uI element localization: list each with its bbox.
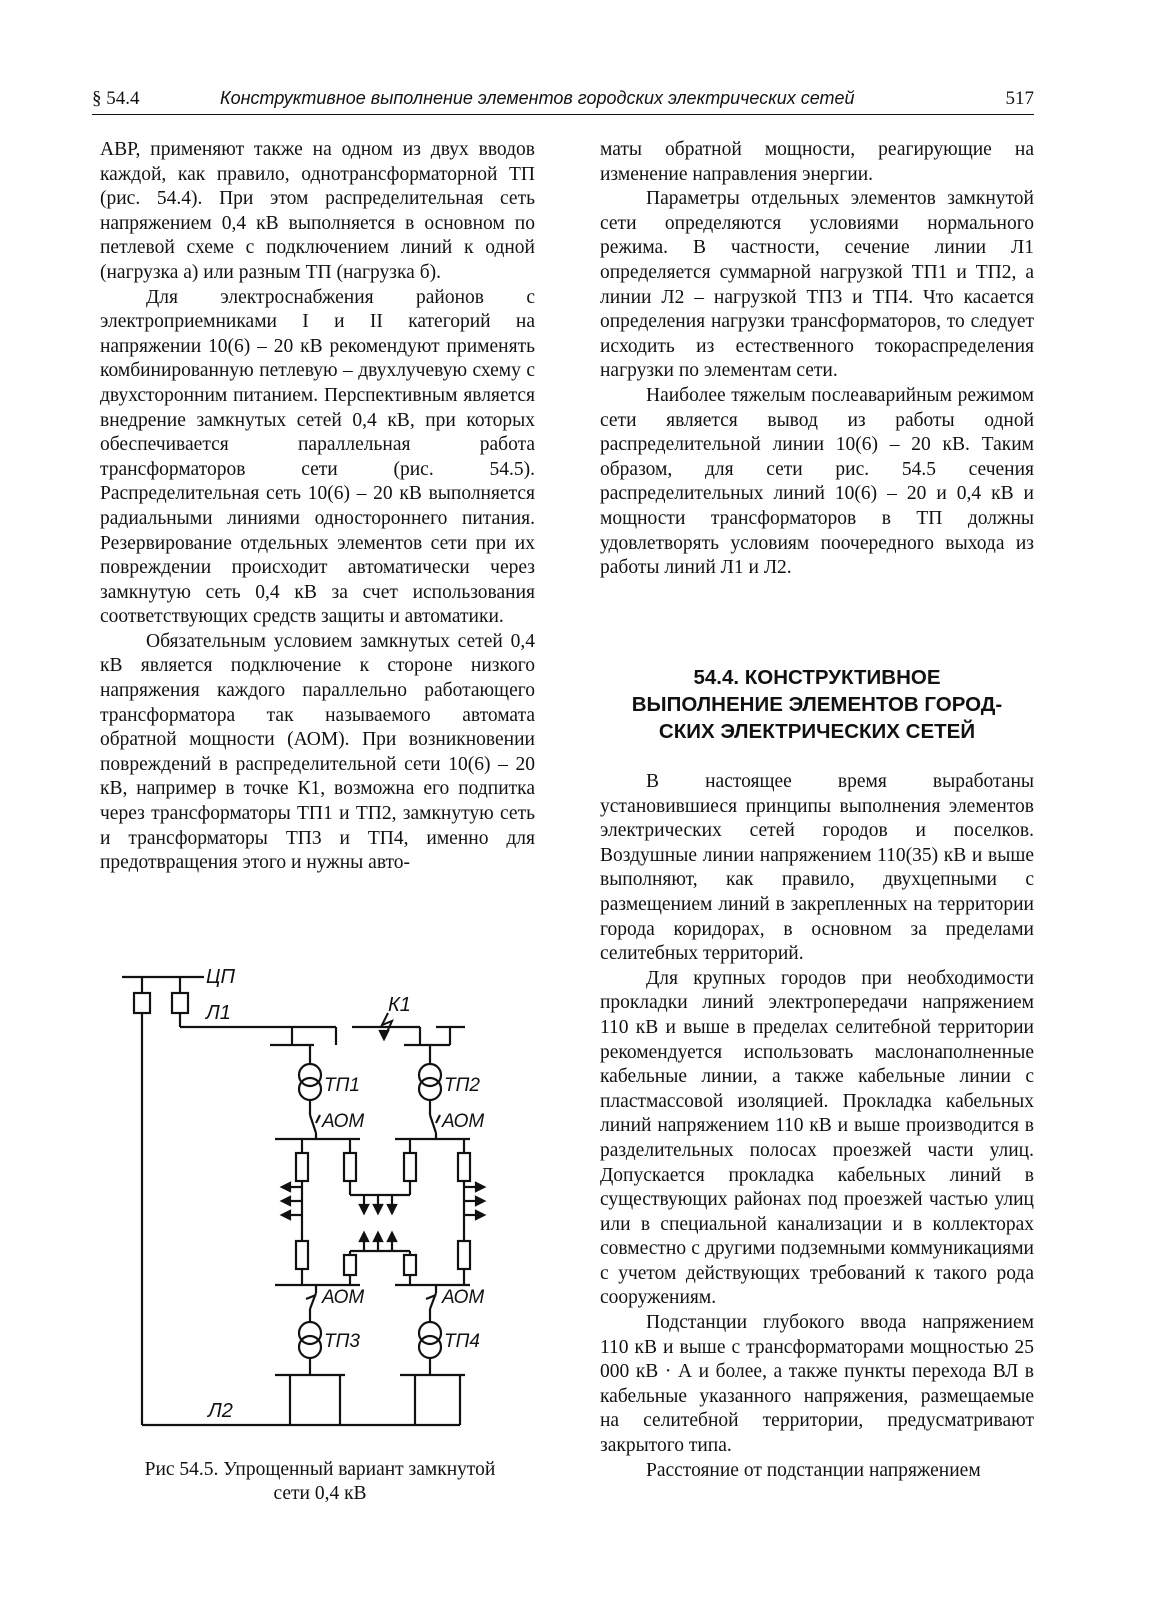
section-heading (596, 664, 1038, 745)
paragraph: Расстояние от подстанции напряжением (646, 1459, 981, 1481)
paragraph: Наиболее тяжелым послеаварийным режимом сети является вывод из работы одной распределительной линии 10(6) – 20 кВ. Таким образом, для сети рис. 54.5 сечения распределительных линий 10(6) – 20 и 0,4 кВ и мощности трансформаторов в ТП должны удовлетворять условиям поочередного выхода из работы линий Л1 и Л2. (600, 384, 1034, 579)
label-aom: АОМ (442, 1287, 485, 1308)
label-tp2: ТП2 (444, 1075, 480, 1096)
label-tp4: ТП4 (444, 1331, 480, 1352)
paragraph: Для крупных городов при необходимости прокладки линий электропередачи напряжением 110 кВ и выше в пределах селитебной территории рекомендуется использовать маслонаполненные кабельные линии, а также кабельные линии с пластмассовой изоляцией. Прокладка кабельных линий напряжением 110 кВ и выше производится в разделительных полосах проезжей части улиц. Допускается прокладка кабельных линий в существующих районах под проезжей частью улиц или в специальной канализации и в коллекторах совместно с другими подземными коммуникациями с учетом действующих требований к такого рода сооружениям. (600, 967, 1034, 1309)
paragraph: Подстанции глубокого ввода напряжением 110 кВ и выше с трансформаторами мощностью 25 000 кВ · А и более, а также пункты перехода ВЛ в кабельные указанного напряжения, размещаемые на селитебной территории, предусматривают закрытого типа. (600, 1312, 1034, 1457)
paragraph: Обязательным условием замкнутых сетей 0,4 кВ является подключение к стороне низкого напряжения каждого параллельно работающего трансформатора так называемого автомата обратной мощности (АОМ). При возникновении повреждений в распределительной сети 10(6) – 20 кВ, например в точке К1, возможна его подпитка через трансформаторы ТП1 и ТП2, замкнутую сеть и трансформаторы ТП3 и ТП4, именно для предотвращения этого и нужны авто- (100, 630, 535, 874)
heading-line: СКИХ ЭЛЕКТРИЧЕСКИХ СЕТЕЙ (658, 720, 976, 743)
heading-line: 54.4. КОНСТРУКТИВНОЕ (693, 666, 941, 689)
paragraph: АВР, применяют также на одном из двух вводов каждой, как правило, однотрансформаторной ТП (рис. 54.4). При этом распределительная сеть напряжением 0,4 кВ выполняется в основном по петлевой схеме с подключением линий к одной (нагрузка а) или разным ТП (нагрузка б). (100, 139, 535, 283)
page-number: 517 (1005, 88, 1034, 109)
left-column (100, 138, 535, 876)
figure-caption (100, 1458, 540, 1506)
right-column-continued (600, 770, 1034, 1483)
header-title: Конструктивное выполнение элементов городских электрических сетей (220, 88, 855, 108)
label-l2: Л2 (208, 1400, 233, 1422)
label-aom: АОМ (322, 1111, 365, 1132)
heading-line: ВЫПОЛНЕНИЕ ЭЛЕМЕНТОВ ГОРОД- (631, 693, 1003, 716)
label-l1: Л1 (206, 1002, 231, 1024)
right-column (600, 138, 1034, 581)
label-tp1: ТП1 (324, 1075, 360, 1096)
caption-line: сети 0,4 кВ (273, 1483, 367, 1504)
header-section-number: § 54.4 (92, 88, 140, 109)
label-cp: ЦП (206, 966, 236, 988)
label-aom: АОМ (442, 1111, 485, 1132)
breaker (134, 993, 150, 1013)
circuit-diagram (120, 955, 530, 1440)
label-tp3: ТП3 (324, 1331, 360, 1352)
running-header (92, 86, 1034, 115)
breaker (172, 993, 188, 1013)
paragraph: Параметры отдельных элементов замкнутой сети определяются условиями нормального режима. В частности, сечение линии Л1 определяется суммарной нагрузкой ТП1 и ТП2, а линии Л2 – нагрузкой ТП3 и ТП4. Что касается определения нагрузки трансформаторов, то следует исходить из естественного токораспределения нагрузки по элементам сети. (600, 188, 1034, 382)
paragraph: Для электроснабжения районов с электроприемниками I и II категорий на напряжении 10(6) – 20 кВ рекомендуют применять комбинированную петлевую – двухлучевую схему с двухсторонним питанием. Перспективным является внедрение замкнутых сетей 0,4 кВ, при которых обеспечивается параллельная работа трансформаторов сети (рис. 54.5). Распределительная сеть 10(6) – 20 кВ выполняется радиальными линиями одностороннего питания. Резервирование отдельных элементов сети при их повреждении происходит автоматически через замкнутую сеть 0,4 кВ за счет использования соответствующих средств защиты и автоматики. (100, 286, 535, 628)
caption-line: Рис 54.5. Упрощенный вариант замкнутой (144, 1459, 496, 1480)
paragraph: В настоящее время выработаны установившиеся принципы выполнения элементов электрических сетей городов и поселков. Воздушные линии напряжением 110(35) кВ и выше выполняют, как правило, двухцепными с размещением линий в закрепленных на территории города коридорах, в основном за пределами селитебных территорий. (600, 771, 1034, 965)
paragraph: маты обратной мощности, реагирующие на изменение направления энергии. (600, 139, 1034, 185)
figure-schematic (120, 955, 530, 1440)
label-k1: К1 (388, 994, 411, 1016)
label-aom: АОМ (322, 1287, 365, 1308)
